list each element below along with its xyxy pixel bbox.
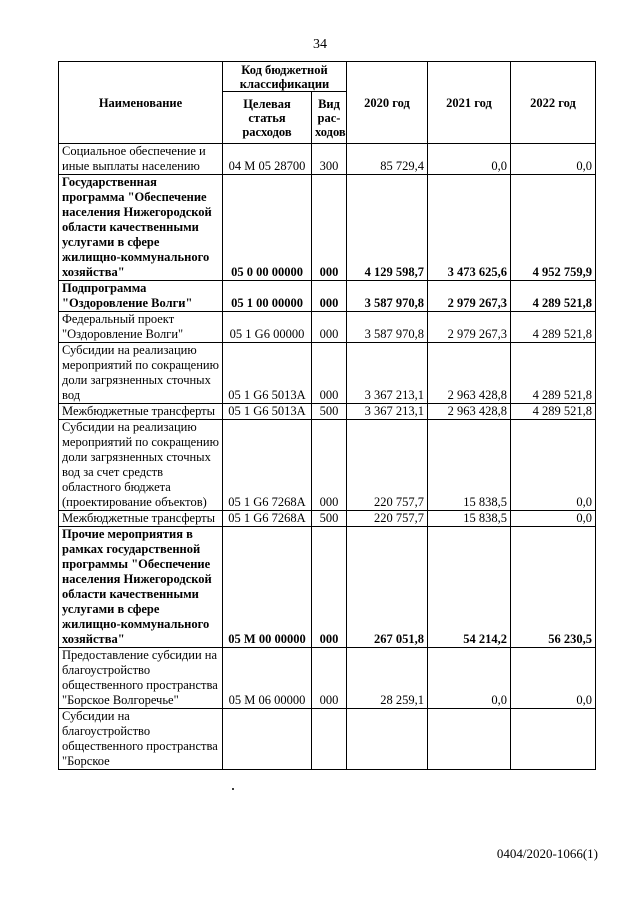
value-2022-cell: 4 289 521,8 bbox=[511, 404, 596, 420]
value-2021-cell: 54 214,2 bbox=[428, 527, 511, 648]
target-code-cell: 05 1 G6 7268A bbox=[223, 511, 312, 527]
target-code-cell: 05 M 06 00000 bbox=[223, 648, 312, 709]
table-row bbox=[59, 312, 596, 343]
row-name-cell: Прочие мероприятия в рамках государственной программы "Обеспечение населения Нижегородской области качественными услугами в сфере жилищно-коммунального хозяйства" bbox=[59, 527, 223, 648]
value-2022-cell: 0,0 bbox=[511, 648, 596, 709]
header-code-group: Код бюджетной классификации bbox=[223, 62, 347, 92]
table-row bbox=[59, 404, 596, 420]
target-code-cell: 05 1 G6 5013A bbox=[223, 343, 312, 404]
row-name-cell: Подпрограмма "Оздоровление Волги" bbox=[59, 281, 223, 312]
value-2020-cell: 3 367 213,1 bbox=[347, 404, 428, 420]
value-2020-cell: 267 051,8 bbox=[347, 527, 428, 648]
value-2021-cell: 3 473 625,6 bbox=[428, 175, 511, 281]
target-code-cell: 05 1 G6 00000 bbox=[223, 312, 312, 343]
expense-type-cell: 000 bbox=[312, 312, 347, 343]
value-2020-cell: 220 757,7 bbox=[347, 420, 428, 511]
table-row bbox=[59, 281, 596, 312]
expense-type-cell: 300 bbox=[312, 144, 347, 175]
value-2021-cell bbox=[428, 709, 511, 770]
expense-type-cell: 000 bbox=[312, 648, 347, 709]
expense-type-cell: 000 bbox=[312, 343, 347, 404]
value-2020-cell: 220 757,7 bbox=[347, 511, 428, 527]
document-code: 0404/2020-1066(1) bbox=[496, 846, 598, 861]
value-2020-cell: 3 367 213,1 bbox=[347, 343, 428, 404]
row-name-cell: Субсидии на реализацию мероприятий по сокращению доли загрязненных сточных вод bbox=[59, 343, 223, 404]
expense-type-cell: 500 bbox=[312, 511, 347, 527]
row-name-cell: Социальное обеспечение и иные выплаты населению bbox=[59, 144, 223, 175]
value-2022-cell: 4 289 521,8 bbox=[511, 343, 596, 404]
row-name-cell: Субсидии на реализацию мероприятий по сокращению доли загрязненных сточных вод за счет средств областного бюджета (проектирование объектов) bbox=[59, 420, 223, 511]
value-2021-cell: 0,0 bbox=[428, 144, 511, 175]
expense-type-cell bbox=[312, 709, 347, 770]
expense-type-cell: 000 bbox=[312, 175, 347, 281]
header-2022: 2022 год bbox=[511, 62, 596, 144]
target-code-cell: 04 M 05 28700 bbox=[223, 144, 312, 175]
value-2020-cell: 4 129 598,7 bbox=[347, 175, 428, 281]
value-2022-cell: 0,0 bbox=[511, 511, 596, 527]
budget-table bbox=[58, 61, 596, 770]
value-2022-cell: 0,0 bbox=[511, 420, 596, 511]
value-2020-cell: 85 729,4 bbox=[347, 144, 428, 175]
value-2021-cell: 2 963 428,8 bbox=[428, 404, 511, 420]
value-2022-cell: 0,0 bbox=[511, 144, 596, 175]
value-2020-cell bbox=[347, 709, 428, 770]
value-2022-cell: 4 289 521,8 bbox=[511, 312, 596, 343]
table-body bbox=[59, 144, 596, 770]
row-name-cell: Федеральный проект "Оздоровление Волги" bbox=[59, 312, 223, 343]
table-row bbox=[59, 648, 596, 709]
value-2021-cell: 15 838,5 bbox=[428, 511, 511, 527]
scan-dot bbox=[232, 788, 234, 790]
value-2021-cell: 2 963 428,8 bbox=[428, 343, 511, 404]
table-row bbox=[59, 343, 596, 404]
table-row bbox=[59, 144, 596, 175]
header-2021: 2021 год bbox=[428, 62, 511, 144]
row-name-cell: Межбюджетные трансферты bbox=[59, 511, 223, 527]
value-2021-cell: 0,0 bbox=[428, 648, 511, 709]
row-name-cell: Государственная программа "Обеспечение населения Нижегородской области качественными услугами в сфере жилищно-коммунального хозяйства" bbox=[59, 175, 223, 281]
value-2022-cell bbox=[511, 709, 596, 770]
value-2021-cell: 2 979 267,3 bbox=[428, 281, 511, 312]
header-name: Наименование bbox=[59, 62, 223, 144]
target-code-cell: 05 1 G6 5013A bbox=[223, 404, 312, 420]
table-row bbox=[59, 175, 596, 281]
header-vid: Вид рас-ходов bbox=[312, 92, 347, 144]
expense-type-cell: 500 bbox=[312, 404, 347, 420]
row-name-cell: Межбюджетные трансферты bbox=[59, 404, 223, 420]
target-code-cell bbox=[223, 709, 312, 770]
target-code-cell: 05 1 G6 7268A bbox=[223, 420, 312, 511]
expense-type-cell: 000 bbox=[312, 420, 347, 511]
value-2022-cell: 4 952 759,9 bbox=[511, 175, 596, 281]
table-header bbox=[59, 62, 596, 144]
expense-type-cell: 000 bbox=[312, 527, 347, 648]
value-2021-cell: 15 838,5 bbox=[428, 420, 511, 511]
value-2020-cell: 3 587 970,8 bbox=[347, 281, 428, 312]
page-number: 34 bbox=[313, 37, 327, 52]
table-row bbox=[59, 420, 596, 511]
value-2022-cell: 4 289 521,8 bbox=[511, 281, 596, 312]
table-row bbox=[59, 709, 596, 770]
table-row bbox=[59, 511, 596, 527]
target-code-cell: 05 0 00 00000 bbox=[223, 175, 312, 281]
table-row bbox=[59, 527, 596, 648]
target-code-cell: 05 M 00 00000 bbox=[223, 527, 312, 648]
row-name-cell: Субсидии на благоустройство общественного пространства "Борское bbox=[59, 709, 223, 770]
target-code-cell: 05 1 00 00000 bbox=[223, 281, 312, 312]
row-name-cell: Предоставление субсидии на благоустройство общественного пространства "Борское Волгоречье" bbox=[59, 648, 223, 709]
value-2020-cell: 28 259,1 bbox=[347, 648, 428, 709]
value-2022-cell: 56 230,5 bbox=[511, 527, 596, 648]
value-2020-cell: 3 587 970,8 bbox=[347, 312, 428, 343]
expense-type-cell: 000 bbox=[312, 281, 347, 312]
value-2021-cell: 2 979 267,3 bbox=[428, 312, 511, 343]
header-target: Целевая статья расходов bbox=[223, 92, 312, 144]
header-2020: 2020 год bbox=[347, 62, 428, 144]
